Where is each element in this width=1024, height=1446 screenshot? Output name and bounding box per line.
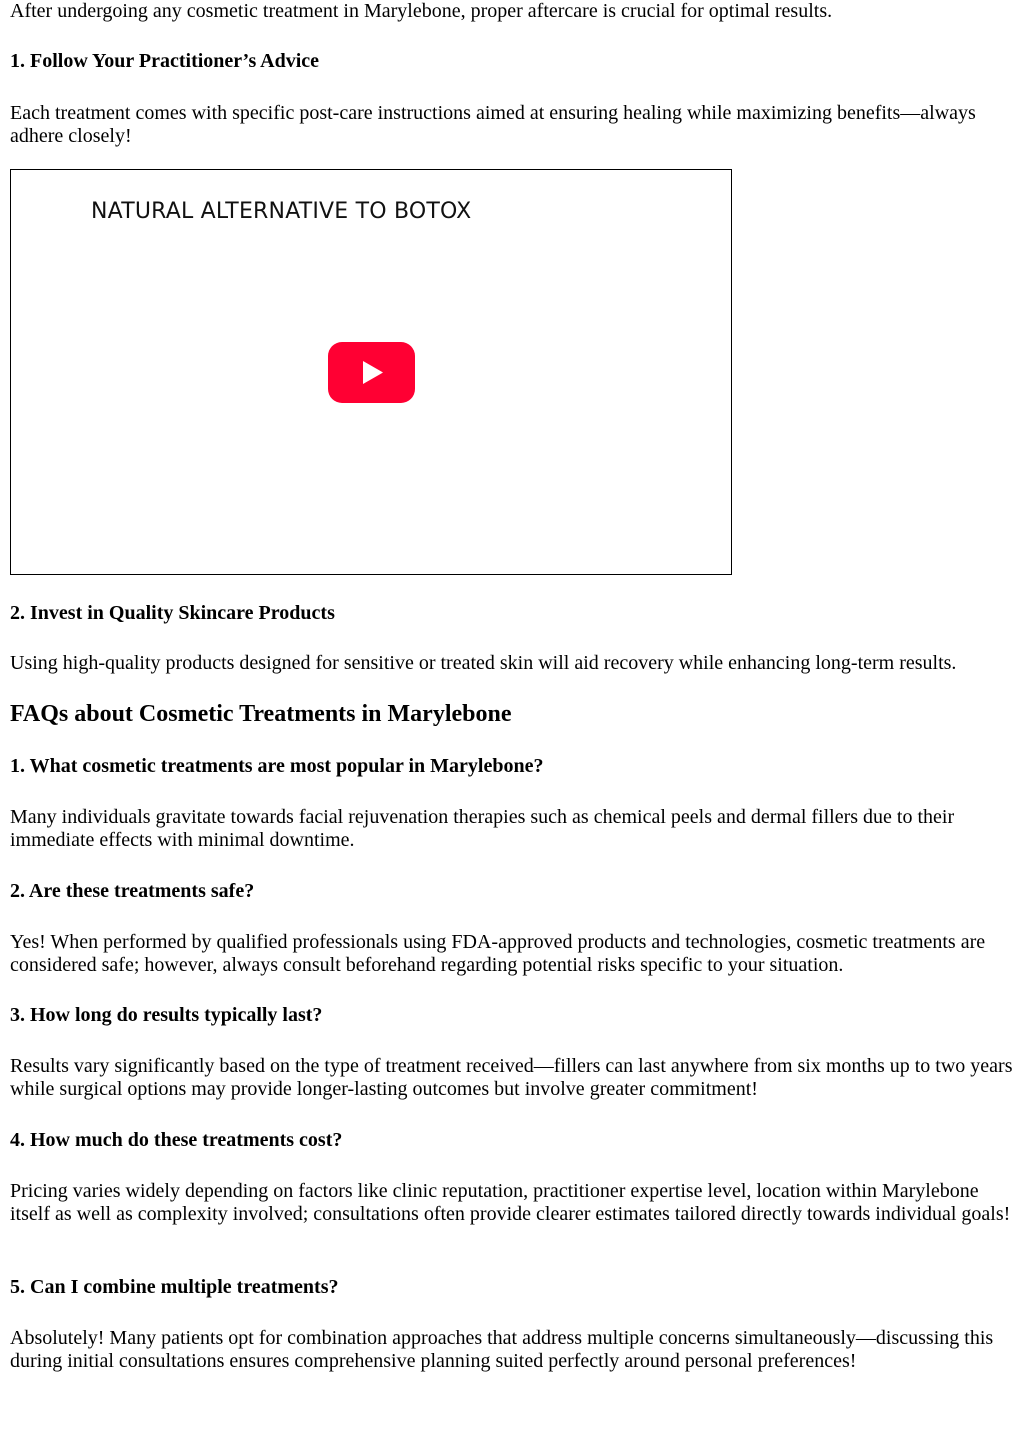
faq-question-2: 2. Are these treatments safe? [10, 880, 255, 902]
faq-answer-1: Many individuals gravitate towards facial rejuvenation therapies such as chemical peels and dermal fillers due to their immediate effects with minimal downtime. [10, 806, 955, 851]
faq-answer-4: Pricing varies widely depending on factors like clinic reputation, practitioner expertise level, location within Marylebone itself as well as complexity involved; consultations often provide clearer estimates tailored directly towards individual goals! [10, 1180, 1011, 1225]
video-title: NATURAL ALTERNATIVE TO BOTOX [91, 199, 472, 224]
aftercare-text-2: Using high-quality products designed for sensitive or treated skin will aid recovery while enhancing long-term results. [10, 652, 957, 674]
faq-question-5: 5. Can I combine multiple treatments? [10, 1276, 339, 1298]
faq-question-3: 3. How long do results typically last? [10, 1004, 323, 1026]
video-embed[interactable] [10, 169, 732, 575]
intro-paragraph: After undergoing any cosmetic treatment in Marylebone, proper aftercare is crucial for optimal results. [10, 0, 833, 22]
faq-heading: FAQs about Cosmetic Treatments in Marylebone [10, 701, 512, 727]
faq-answer-3: Results vary significantly based on the type of treatment received—fillers can last anywhere from six months up to two years while surgical options may provide longer-lasting outcomes but involve greater commitment! [10, 1055, 1013, 1100]
faq-question-1: 1. What cosmetic treatments are most popular in Marylebone? [10, 755, 544, 777]
faq-answer-2: Yes! When performed by qualified professionals using FDA-approved products and technologies, cosmetic treatments are considered safe; however, always consult beforehand regarding potential risks specific to your situation. [10, 931, 986, 976]
play-triangle-icon [328, 342, 415, 403]
youtube-play-icon[interactable] [328, 342, 415, 403]
aftercare-heading-2: 2. Invest in Quality Skincare Products [10, 602, 335, 624]
aftercare-heading-1: 1. Follow Your Practitioner’s Advice [10, 50, 320, 72]
aftercare-text-1: Each treatment comes with specific post-care instructions aimed at ensuring healing while maximizing benefits—always adhere closely! [10, 102, 976, 147]
faq-question-4: 4. How much do these treatments cost? [10, 1129, 343, 1151]
faq-answer-5: Absolutely! Many patients opt for combination approaches that address multiple concerns simultaneously—discussing this during initial consultations ensures comprehensive planning suited perfectly around personal preferences! [10, 1327, 994, 1372]
